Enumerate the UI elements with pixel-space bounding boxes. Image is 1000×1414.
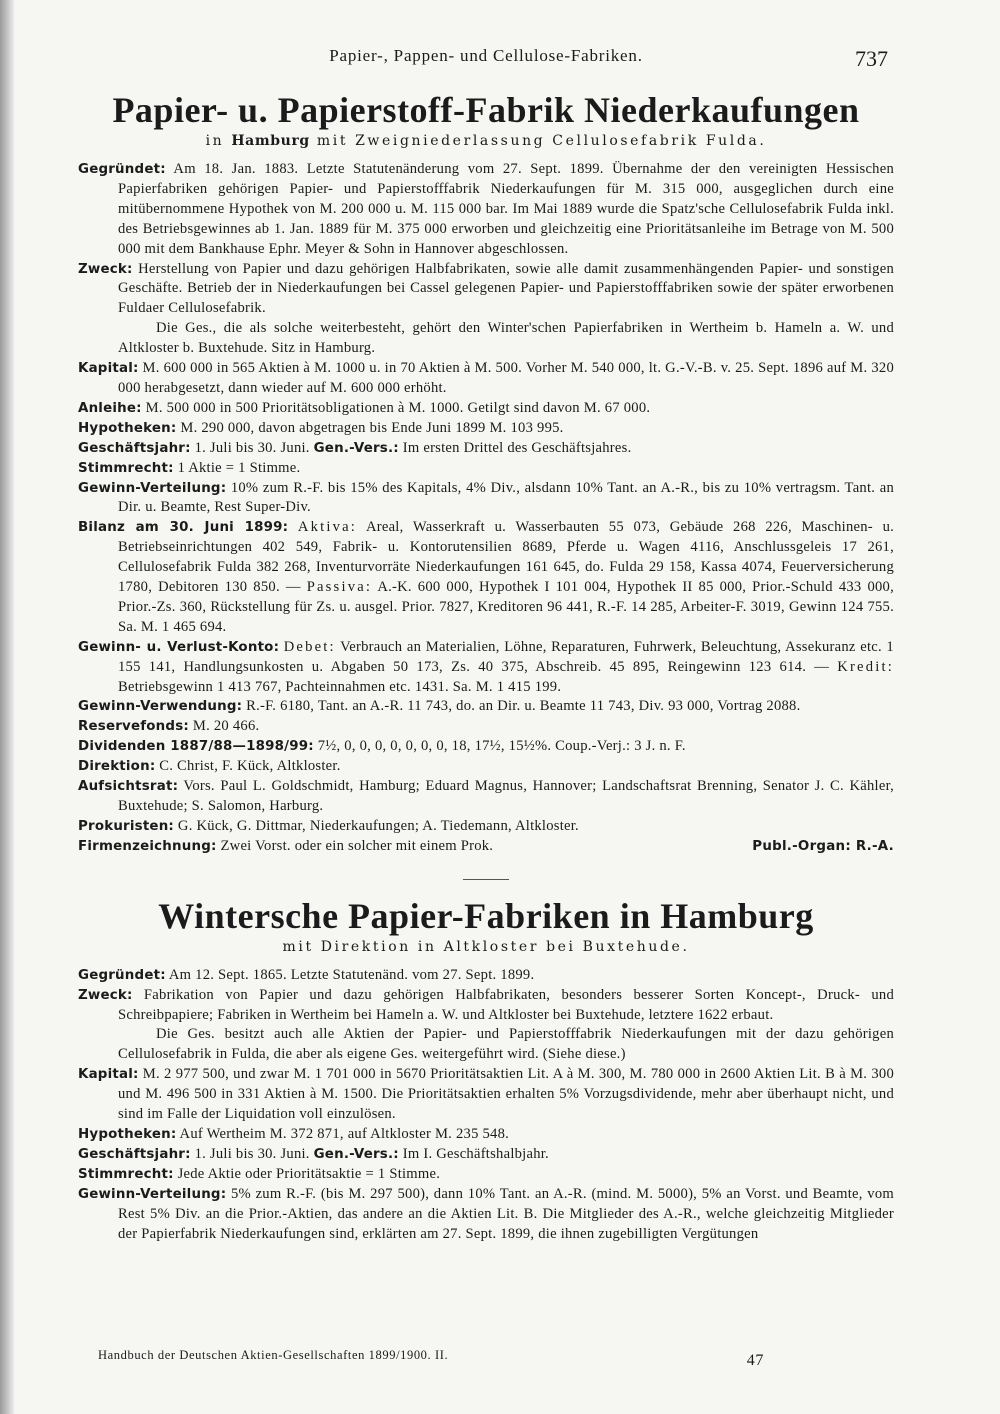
- entry-text: C. Christ, F. Kück, Altkloster.: [159, 758, 341, 775]
- entry-text: Am 18. Jan. 1883. Letzte Statutenänderung vom 27. Sept. 1899. Übernahme der den vereinigten Hessischen Papierfabriken gehörigen Papier- und Papierstofffabrik Niederkaufungen für M. 315 000, ausgeglichen durch eine mitübernommene Hypothek von M. 200 000 u. M. 115 000 bar. Im Mai 1889 wurde die Spatz'sche Cellulosefabrik Fulda inkl. des Betriebsgewinnes ab 1. Jan. 1889 für M. 375 000 erworben und gleichzeitig eine Prioritätsanleihe im Betrage von M. 500 000 mit dem Bankhause Ephr. Meyer & Sohn in Hannover abgeschlossen.: [118, 161, 894, 257]
- running-title: Papier-, Pappen- und Cellulose-Fabriken.: [329, 46, 643, 65]
- section-niederkaufungen: [78, 90, 894, 1244]
- entry-gegruendet: [78, 966, 894, 986]
- entry-zweck-paragraph: Die Ges., die als solche weiterbesteht, gehört den Winter'schen Papierfabriken in Wertheim b. Hameln a. W. und Altkloster b. Buxtehude. Sitz in Hamburg.: [118, 320, 894, 357]
- entry-firmenzeichnung: [78, 837, 894, 857]
- entry-label: Zweck:: [78, 987, 133, 1003]
- entry-gewinn-verwendung: [78, 697, 894, 717]
- entry-label: Reservefonds:: [78, 719, 189, 735]
- entry-text: Betriebsgewinn 1 413 767, Pachteinnahmen etc. 1431. Sa. M. 1 415 199.: [118, 678, 562, 695]
- entry-text: G. Kück, G. Dittmar, Niederkaufungen; A. Tiedemann, Altkloster.: [177, 817, 579, 834]
- page-edge-shadow: [0, 0, 14, 1414]
- entry-stimmrecht: [78, 1165, 894, 1185]
- entry-text: R.-F. 6180, Tant. an A.-R. 11 743, do. an Dir. u. Beamte 11 743, Div. 93 000, Vortrag 2088.: [246, 698, 801, 715]
- entry-label: Zweck:: [78, 261, 133, 277]
- entry-label: Dividenden 1887/88—1898/99:: [78, 739, 314, 755]
- entry-label: Hypotheken:: [78, 1126, 177, 1142]
- debet-word: Debet:: [283, 638, 336, 655]
- subtitle-city: Hamburg: [231, 133, 310, 149]
- entry-gegruendet: [78, 160, 894, 260]
- entry-zweck: [78, 986, 894, 1026]
- entry-text: 1. Juli bis 30. Juni.: [194, 1145, 310, 1162]
- entry-text: Fabrikation von Papier und dazu gehörigen Halbfabrikaten, besonders besserer Sorten Koncept-, Druck- und Schreibpapiere; Fabriken in Wertheim bei Hameln a. W. und Altkloster bei Buxtehude, letztere 1622 erbaut.: [118, 986, 894, 1023]
- entry-text: Vors. Paul L. Goldschmidt, Hamburg; Eduard Magnus, Hannover; Landschaftsrat Brenning, Senator J. C. Kähler, Buxtehude; S. Salomon, Harburg.: [118, 778, 894, 814]
- entry-text: Herstellung von Papier und dazu gehörigen Halbfabrikaten, sowie alle damit zusammenhängenden Papier- und sonstigen Geschäfte. Betrieb der in Niederkaufungen bei Cassel gelegenen Papier- und Papierstofffabriken sowie der später erworbenen Fuldaer Cellulosefabrik.: [118, 260, 894, 317]
- entry-text: Im I. Geschäftshalbjahr.: [402, 1145, 549, 1162]
- entry-label: Gegründet:: [78, 162, 166, 177]
- entry-hypotheken: [78, 1125, 894, 1145]
- entry-text: 1 Aktie = 1 Stimme.: [177, 459, 301, 476]
- entry-text: M. 500 000 in 500 Prioritätsobligationen à M. 1000. Getilgt sind davon M. 67 000.: [145, 399, 651, 416]
- entry-gewinn-verteilung: [78, 1185, 894, 1245]
- section-subtitle: [78, 130, 894, 152]
- entry-text: 5% zum R.-F. (bis M. 297 500), dann 10% Tant. an A.-R. (mind. M. 5000), 5% an Vorst. und Beamte, vom Rest 5% Div. an die Prior.-Aktien, das andere an die Aktien Lit. B. Die Mitglieder des A.-R., welche gleichzeitig Mitglieder der Papierfabrik Niederkaufungen sind, erklärten am 27. Sept. 1899, die ihnen zugebilligten Vergütungen: [118, 1185, 894, 1242]
- entry-text: A.-K. 600 000, Hypothek I 101 004, Hypothek II 85 000, Prior.-Schuld 433 000, Prior.-Zs. 360, Rückstellung für Zs. u. ausgel. Prior. 7827, Kreditoren 96 441, R.-F. 14 285, Arbeiter-F. 3019, Gewinn 124 755. Sa. M. 1 465 694.: [118, 579, 894, 635]
- entry-label: Kapital:: [78, 1067, 139, 1083]
- entry-text: Am 12. Sept. 1865. Letzte Statutenänd. vom 27. Sept. 1899.: [168, 966, 535, 983]
- entry-kapital: [78, 1065, 894, 1125]
- entry-text: M. 600 000 in 565 Aktien à M. 1000 u. in 70 Aktien à M. 500. Vorher M. 540 000, lt. G.-V.-B. v. 25. Sept. 1896 auf M. 320 000 herabgesetzt, dann wieder auf M. 600 000 erhöht.: [118, 360, 894, 396]
- section-subtitle: mit Direktion in Altkloster bei Buxtehude.: [282, 938, 690, 955]
- entry-label: Bilanz am 30. Juni 1899:: [78, 520, 289, 536]
- entry-direktion: [78, 757, 894, 777]
- entry-text: Areal, Wasserkraft u. Wasserbauten 55 073, Gebäude 268 226, Maschinen- u. Betriebseinrichtungen 402 549, Fabrik- u. Kontorutensilien 8689, Pferde u. Wagen 4116, Anschlussgeleis 17 261, Cellulosefabrik Fulda 382 268, Inventurvorräte Niederkaufungen 161 645, do. Fulda 29 158, Kassa 4074, Feuerversicherung 1780, Debitoren 130 850. —: [118, 519, 895, 596]
- entry-zweck-paragraph: Die Ges. besitzt auch alle Aktien der Papier- und Papierstofffabrik Niederkaufungen mit der dazu gehörigen Cellulosefabrik in Fulda, die aber als eigene Ges. weitergeführt wird. (Siehe diese.): [118, 1026, 894, 1063]
- entry-label: Gewinn-Verteilung:: [78, 1186, 227, 1202]
- document-page: [78, 40, 894, 1370]
- entry-anleihe: [78, 399, 894, 419]
- entry-text: Verbrauch an Materialien, Löhne, Reparaturen, Fuhrwerk, Beleuchtung, Assekuranz etc. 1 155 141, Handlungsunkosten u. Abgaben 50 173, Zs. 40 375, Abschreib. 45 895, Reingewinn 123 614. —: [118, 638, 894, 675]
- entry-text: Auf Wertheim M. 372 871, auf Altkloster M. 235 548.: [179, 1125, 510, 1142]
- entry-bilanz: [78, 518, 894, 637]
- entry-geschaeftsjahr: [78, 1145, 894, 1165]
- page-number: 737: [855, 46, 888, 71]
- entry-text: M. 290 000, davon abgetragen bis Ende Juni 1899 M. 103 995.: [180, 419, 564, 436]
- section-divider: [463, 879, 509, 880]
- entry-label: Anleihe:: [78, 400, 142, 416]
- entry-text: 1. Juli bis 30. Juni.: [194, 439, 310, 456]
- entry-text: Zwei Vorst. oder ein solcher mit einem Prok.: [220, 837, 494, 854]
- entry-text: Im ersten Drittel des Geschäftsjahres.: [402, 439, 632, 456]
- entry-label: Firmenzeichnung:: [78, 838, 217, 854]
- entry-text: 10% zum R.-F. bis 15% des Kapitals, 4% Div., alsdann 10% Tant. an A.-R., bis zu 10% vertragsm. Tant. an Dir. u. Beamte, Rest Super-Div.: [118, 479, 894, 516]
- entry-label: Prokuristen:: [78, 818, 174, 834]
- entry-label: Gewinn- u. Verlust-Konto:: [78, 639, 280, 655]
- entry-hypotheken: [78, 419, 894, 439]
- entry-label: Geschäftsjahr:: [78, 440, 191, 456]
- entry-reservefonds: [78, 717, 894, 737]
- entry-label: Gen.-Vers.:: [313, 1146, 399, 1162]
- entry-label: Geschäftsjahr:: [78, 1146, 191, 1162]
- entry-text: M. 20 466.: [192, 718, 260, 735]
- entry-label: Stimmrecht:: [78, 460, 174, 476]
- entry-text: M. 2 977 500, und zwar M. 1 701 000 in 5670 Prioritätsaktien Lit. A à M. 300, M. 780 000 in 2600 Aktien Lit. B à M. 300 und M. 496 500 in 331 Aktien à M. 1500. Die Prioritätsaktien erhalten 5% Vorzugsdividende, mehr aber überhaupt nicht, und sind im Falle der Liquidation voll einzulösen.: [118, 1066, 894, 1123]
- passiva-word: Passiva:: [306, 579, 373, 596]
- aktiva-word: Aktiva:: [297, 519, 358, 536]
- entry-gewinn-verteilung: [78, 479, 894, 519]
- entry-gewinn-verlust: [78, 638, 894, 698]
- page-footer: [98, 1348, 834, 1370]
- section-title: Wintersche Papier-Fabriken in Hamburg: [158, 895, 814, 936]
- entry-zweck: [78, 260, 894, 320]
- entry-label: Kapital:: [78, 361, 139, 377]
- subtitle-rest: mit Zweigniederlassung Cellulosefabrik Fulda.: [316, 133, 767, 149]
- entry-label: Stimmrecht:: [78, 1166, 174, 1182]
- entry-kapital: [78, 359, 894, 399]
- entry-dividenden: [78, 737, 894, 757]
- publ-organ: Publ.-Organ: R.-A.: [752, 838, 894, 854]
- entry-geschaeftsjahr: [78, 439, 894, 459]
- entry-stimmrecht: [78, 459, 894, 479]
- entry-text: 7½, 0, 0, 0, 0, 0, 0, 0, 18, 17½, 15½%. Coup.-Verj.: 3 J. n. F.: [317, 738, 686, 755]
- entry-label: Hypotheken:: [78, 420, 177, 436]
- entry-label: Gewinn-Verteilung:: [78, 480, 227, 496]
- entry-label: Gewinn-Verwendung:: [78, 699, 243, 715]
- subtitle-prefix: in: [205, 133, 225, 149]
- footer-text: Handbuch der Deutschen Aktien-Gesellschaften 1899/1900. II.: [98, 1348, 449, 1362]
- entry-aufsichtsrat: [78, 777, 894, 817]
- section-wintersche: [78, 896, 894, 1245]
- entry-prokuristen: [78, 817, 894, 837]
- kredit-word: Kredit:: [837, 658, 894, 675]
- running-header: [78, 46, 894, 76]
- entry-text: Jede Aktie oder Prioritätsaktie = 1 Stimme.: [177, 1165, 441, 1182]
- entry-label: Aufsichtsrat:: [78, 779, 179, 795]
- entry-label: Direktion:: [78, 759, 156, 775]
- entry-label: Gen.-Vers.:: [313, 440, 399, 456]
- signature-mark: 47: [746, 1352, 764, 1369]
- section-title: Papier- u. Papierstoff-Fabrik Niederkaufungen: [112, 90, 860, 130]
- entry-label: Gegründet:: [78, 967, 166, 983]
